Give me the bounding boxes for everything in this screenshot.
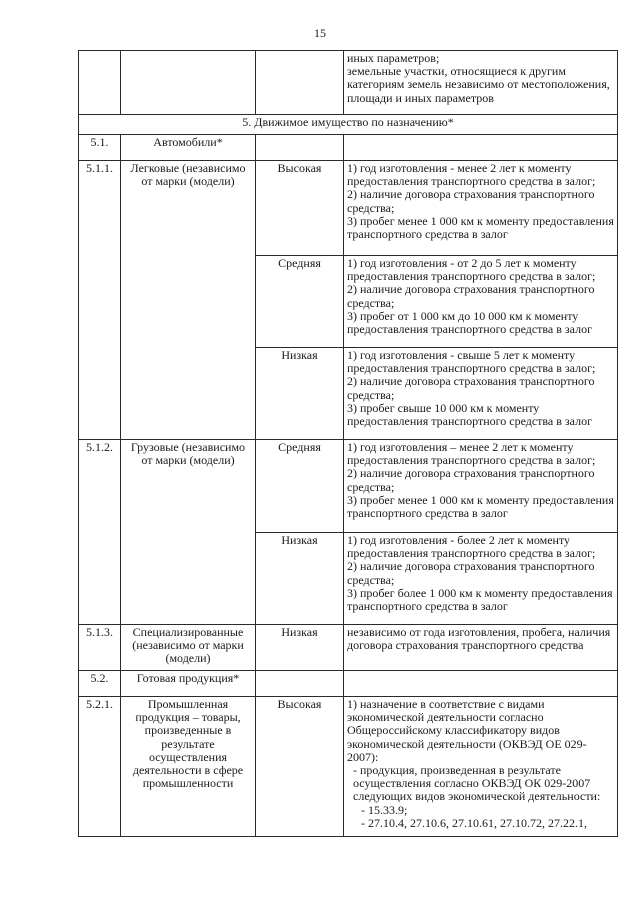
criteria-cell <box>344 697 618 837</box>
row-name: Готовая продукция* <box>121 671 256 697</box>
criterion: 3) пробег менее 1 000 км к моменту предоставления транспортного средства в залог <box>347 213 614 242</box>
criterion: 3) пробег более 1 000 км к моменту предоставления транспортного средства в залог <box>347 585 613 614</box>
table-row <box>79 440 618 533</box>
row-name: Грузовые (независимо от марки (модели) <box>121 440 256 625</box>
row-number: 5.2.1. <box>79 697 121 837</box>
level-cell: Средняя <box>256 256 344 348</box>
criterion: 1) назначение в соответствие с видами экономической деятельности согласно Общероссийскому классификатору видов экономической деятельности (ОКВЭД ОЕ 029-2007): <box>347 697 587 764</box>
criteria-cell <box>344 533 618 625</box>
empty-cell <box>256 51 344 115</box>
criterion: 1) год изготовления - от 2 до 5 лет к моменту предоставления транспортного средства в залог; <box>347 256 596 284</box>
row-number: 5.1. <box>79 135 121 161</box>
criterion: 2) наличие договора страхования транспортного средства; <box>347 559 595 587</box>
table-row <box>79 625 618 671</box>
criterion: 2) наличие договора страхования транспортного средства; <box>347 282 595 310</box>
criterion: 1) год изготовления - более 2 лет к моменту предоставления транспортного средства в залог; <box>347 533 596 561</box>
criterion: 3) пробег от 1 000 км до 10 000 км к моменту предоставления транспортного средства в залог <box>347 308 592 337</box>
row-number: 5.2. <box>79 671 121 697</box>
criterion: 3) пробег менее 1 000 км к моменту предоставления транспортного средства в залог <box>347 492 614 521</box>
row-name: Специализированные (независимо от марки (модели) <box>121 625 256 671</box>
criterion: 2) наличие договора страхования транспортного средства; <box>347 187 595 215</box>
page-number: 15 <box>314 26 326 40</box>
criterion: 2) наличие договора страхования транспортного средства; <box>347 466 595 494</box>
level-cell: Высокая <box>256 697 344 837</box>
table-row <box>79 51 618 115</box>
criteria-cell: независимо от года изготовления, пробега, наличия договора страхования транспортного средства <box>344 625 618 671</box>
criterion: - 27.10.4, 27.10.6, 27.10.61, 27.10.72, 27.22.1, <box>361 815 587 830</box>
criterion: - 15.33.9; <box>361 802 408 817</box>
level-cell: Низкая <box>256 625 344 671</box>
level-cell: Средняя <box>256 440 344 533</box>
row-number: 5.1.1. <box>79 161 121 440</box>
empty-cell <box>344 135 618 161</box>
empty-cell <box>121 51 256 115</box>
criterion: 3) пробег свыше 10 000 км к моменту предоставления транспортного средства в залог <box>347 400 592 429</box>
criterion: 2) наличие договора страхования транспортного средства; <box>347 374 595 402</box>
criterion: 1) год изготовления - свыше 5 лет к моменту предоставления транспортного средства в залог; <box>347 348 596 376</box>
row-name: Автомобили* <box>121 135 256 161</box>
empty-cell <box>256 671 344 697</box>
row-number: 5.1.3. <box>79 625 121 671</box>
criteria-cell <box>344 440 618 533</box>
criterion: 1) год изготовления - менее 2 лет к моменту предоставления транспортного средства в залог; <box>347 161 596 189</box>
criteria-cell <box>344 161 618 256</box>
criteria-cell <box>344 256 618 348</box>
level-cell: Высокая <box>256 161 344 256</box>
empty-cell <box>344 671 618 697</box>
empty-cell <box>256 135 344 161</box>
table-row <box>79 161 618 256</box>
criteria-cell: иных параметров; земельные участки, относящиеся к другим категориям земель независимо от местоположения, площади и иных параметров <box>344 51 618 115</box>
level-cell: Низкая <box>256 533 344 625</box>
criteria-cell <box>344 348 618 440</box>
level-cell: Низкая <box>256 348 344 440</box>
table-row <box>79 671 618 697</box>
row-number: 5.1.2. <box>79 440 121 625</box>
collateral-table <box>78 50 618 837</box>
criterion: - продукция, произведенная в результате осуществления согласно ОКВЭД ОК 029-2007 следующих видов экономической деятельности: <box>353 763 601 804</box>
criterion: 1) год изготовления – менее 2 лет к моменту предоставления транспортного средства в залог; <box>347 440 596 468</box>
section-title: 5. Движимое имущество по назначению* <box>79 115 618 135</box>
table-row <box>79 135 618 161</box>
row-name: Промышленная продукция – товары, произведенные в результате осуществления деятельности в сфере промышленности <box>121 697 256 837</box>
row-name: Легковые (независимо от марки (модели) <box>121 161 256 440</box>
table-row <box>79 697 618 837</box>
section-row <box>79 115 618 135</box>
empty-cell <box>79 51 121 115</box>
